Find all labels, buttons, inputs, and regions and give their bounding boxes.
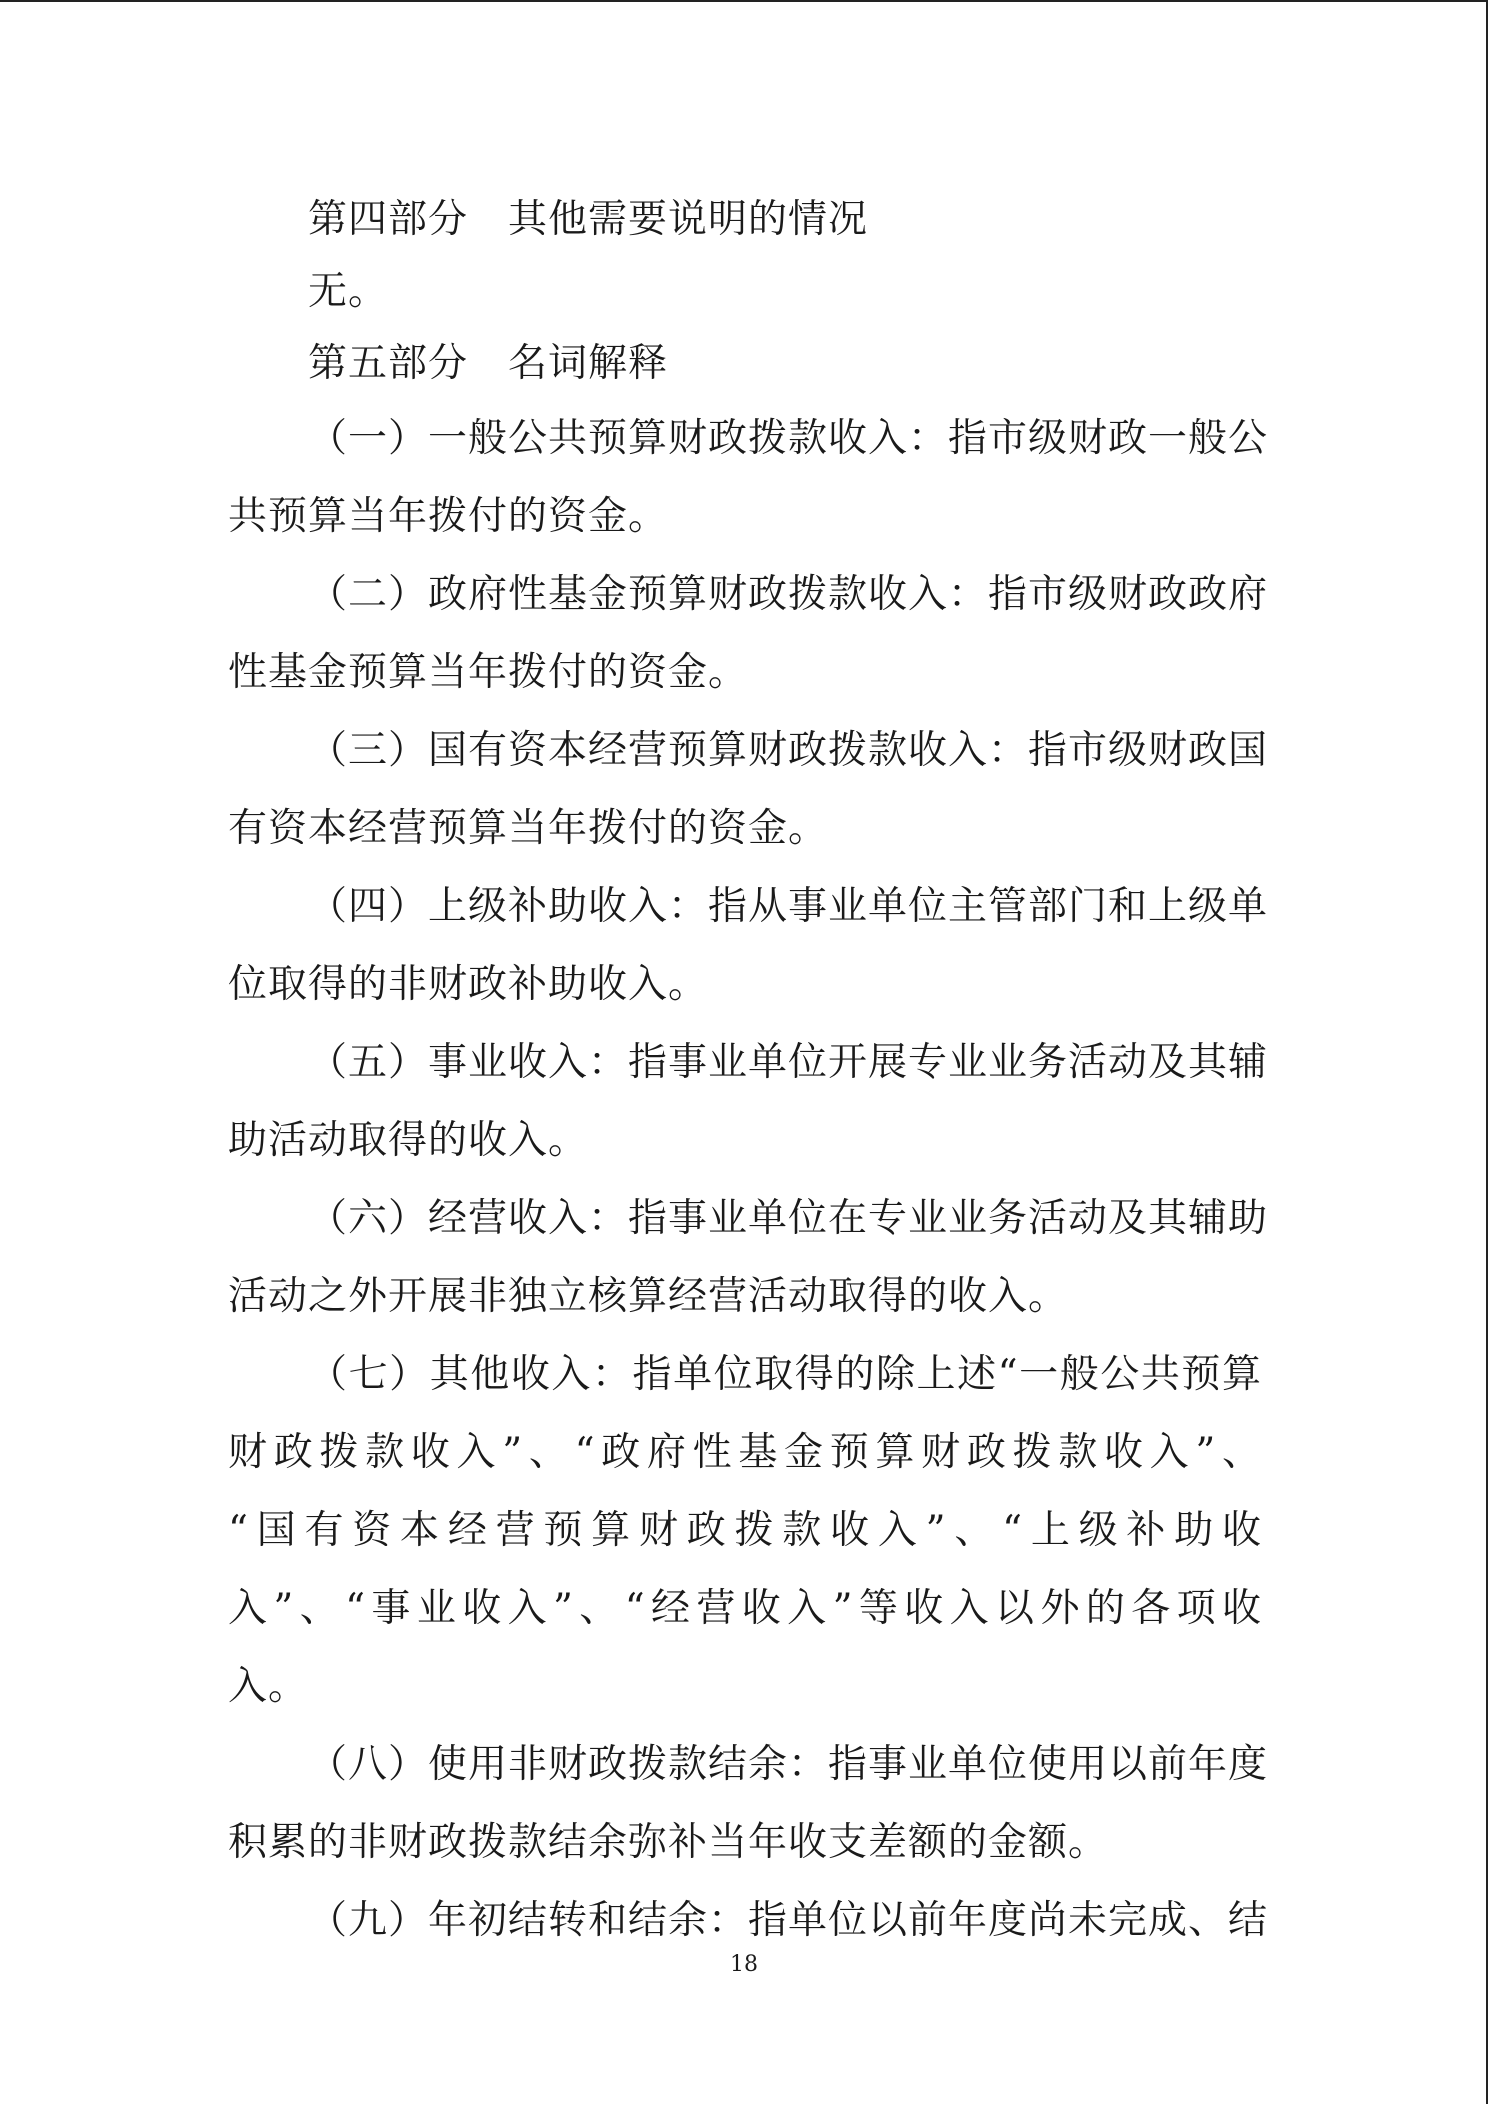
paragraph-line: 入。 [228,1664,309,1709]
paragraph-line: （三）国有资本经营预算财政拨款收入：指市级财政国 [308,728,1269,773]
paragraph-line: （四）上级补助收入：指从事业单位主管部门和上级单 [308,884,1269,929]
definition-paragraph [228,712,1269,868]
paragraph-line: （六）经营收入：指事业单位在专业业务活动及其辅助 [308,1196,1269,1241]
definition-paragraph [228,868,1269,1024]
definition-paragraph [228,556,1269,712]
document-page [228,184,1269,1960]
paragraph-line: 财政拨款收入”、“政府性基金预算财政拨款收入”、 [228,1430,1262,1475]
top-border-line [0,0,1488,2]
paragraph-line: 入”、“事业收入”、“经营收入”等收入以外的各项收 [228,1586,1262,1631]
part4-heading: 第四部分 其他需要说明的情况 [308,197,869,242]
definition-paragraph [228,1180,1269,1336]
definition-paragraph [228,1726,1269,1882]
page-number: 18 [730,1952,758,1977]
paragraph-line: 性基金预算当年拨付的资金。 [228,650,749,695]
paragraph-line: 活动之外开展非独立核算经营活动取得的收入。 [228,1274,1069,1319]
paragraph-line: （一）一般公共预算财政拨款收入：指市级财政一般公 [308,416,1269,461]
part4-body: 无。 [308,269,389,314]
definition-paragraph [308,1882,1269,1960]
paragraph-line: （九）年初结转和结余：指单位以前年度尚未完成、结 [308,1898,1269,1943]
paragraph-line: “国有资本经营预算财政拨款收入”、“上级补助收 [228,1508,1262,1553]
definition-paragraph [228,1336,1262,1726]
paragraph-line: 有资本经营预算当年拨付的资金。 [228,806,829,851]
paragraph-line: 助活动取得的收入。 [228,1118,589,1163]
part5-heading: 第五部分 名词解释 [308,341,669,386]
definition-paragraph [228,400,1269,556]
paragraph-line: （二）政府性基金预算财政拨款收入：指市级财政政府 [308,572,1269,617]
paragraph-line: 积累的非财政拨款结余弥补当年收支差额的金额。 [228,1820,1109,1865]
paragraph-line: （八）使用非财政拨款结余：指事业单位使用以前年度 [308,1742,1269,1787]
paragraph-line: （五）事业收入：指事业单位开展专业业务活动及其辅 [308,1040,1269,1085]
paragraph-line: 位取得的非财政补助收入。 [228,962,709,1007]
paragraph-line: （七）其他收入：指单位取得的除上述“一般公共预算 [308,1352,1262,1397]
paragraph-line: 共预算当年拨付的资金。 [228,494,669,539]
definition-list [228,400,1269,1960]
definition-paragraph [228,1024,1269,1180]
